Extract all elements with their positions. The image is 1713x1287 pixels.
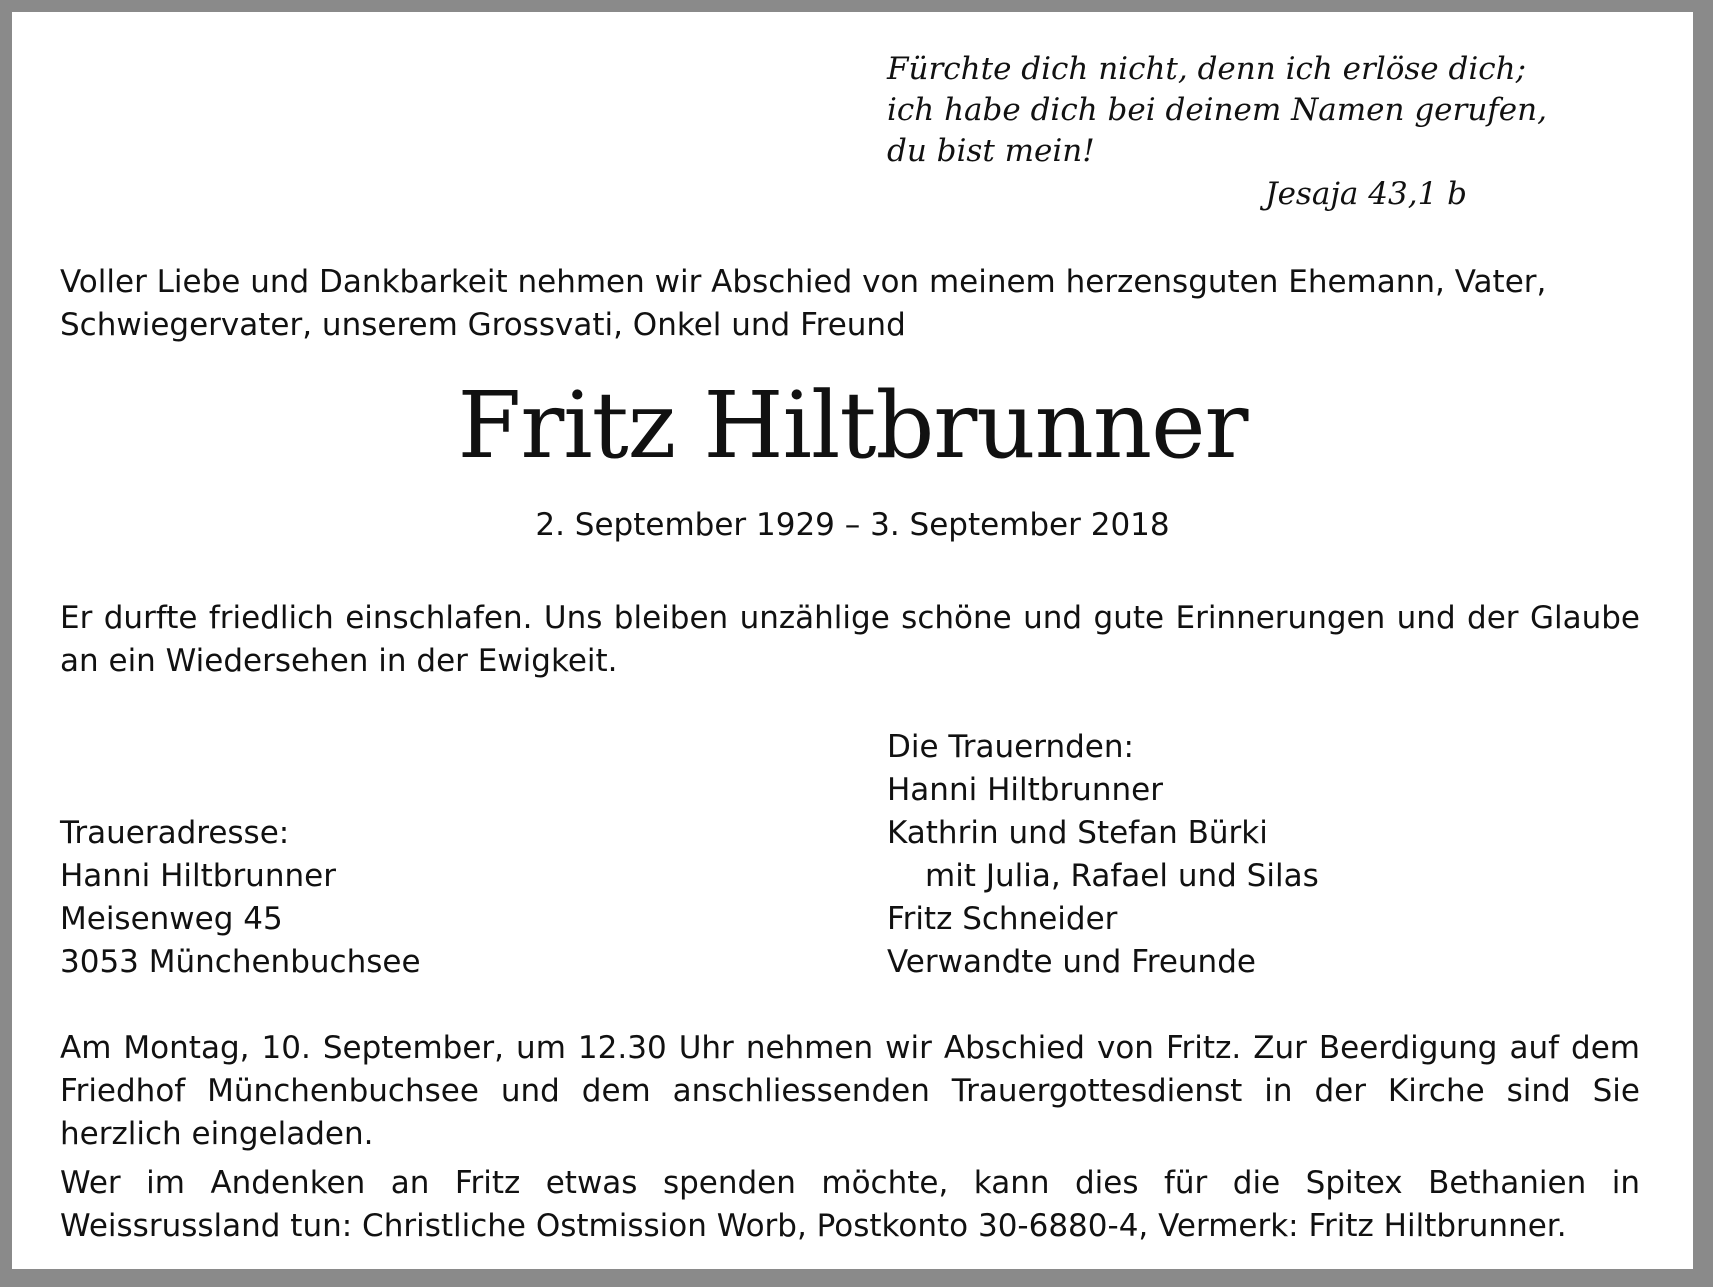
mourners-list: [887, 726, 1319, 984]
mourner-entry: Kathrin und Stefan Bürki: [887, 815, 1268, 851]
address-line: Hanni Hiltbrunner: [60, 858, 336, 894]
obituary-notice: [12, 12, 1693, 1269]
donation-paragraph: Wer im Andenken an Fritz etwas spenden möchte, kann dies für die Spitex Bethanien in Weissrussland tun: Christliche Ostmission Worb, Postkonto 30-6880-4, Vermerk: Fritz Hiltbrunner.: [60, 1165, 1640, 1244]
verse-line: du bist mein!: [887, 133, 1095, 169]
farewell-paragraph: Er durfte friedlich einschlafen. Uns bleiben unzählige schöne und gute Erinnerungen und der Glaube an ein Wiedersehen in der Ewigkeit.: [60, 600, 1640, 679]
address-line: 3053 Münchenbuchsee: [60, 944, 421, 980]
mourners-heading: Die Trauernden:: [887, 729, 1134, 765]
intro-text: Voller Liebe und Dankbarkeit nehmen wir Abschied von meinem herzensguten Ehemann, Vater, Schwiegervater, unserem Grossvati, Onkel und Freund: [60, 264, 1547, 343]
mourner-entry: Fritz Schneider: [887, 901, 1118, 937]
funeral-info-paragraph: Am Montag, 10. September, um 12.30 Uhr nehmen wir Abschied von Fritz. Zur Beerdigung auf dem Friedhof Münchenbuchsee und dem anschliessenden Trauergottesdienst in der Kirche sind Sie herzlich eingeladen.: [60, 1030, 1640, 1152]
verse-reference: Jesaja 43,1 b: [1265, 176, 1467, 212]
life-dates: 2. September 1929 – 3. September 2018: [535, 507, 1170, 543]
deceased-name: Fritz Hiltbrunner: [457, 372, 1248, 479]
address-heading: Traueradresse:: [60, 815, 290, 851]
mourning-address: [60, 812, 421, 984]
mourner-entry: mit Julia, Rafael und Silas: [925, 858, 1319, 894]
verse-line: ich habe dich bei deinem Namen gerufen,: [887, 92, 1547, 128]
bible-verse: [887, 49, 1547, 172]
mourner-entry: Hanni Hiltbrunner: [887, 772, 1163, 808]
verse-line: Fürchte dich nicht, denn ich erlöse dich;: [887, 51, 1527, 87]
address-line: Meisenweg 45: [60, 901, 283, 937]
mourner-entry: Verwandte und Freunde: [887, 944, 1256, 980]
